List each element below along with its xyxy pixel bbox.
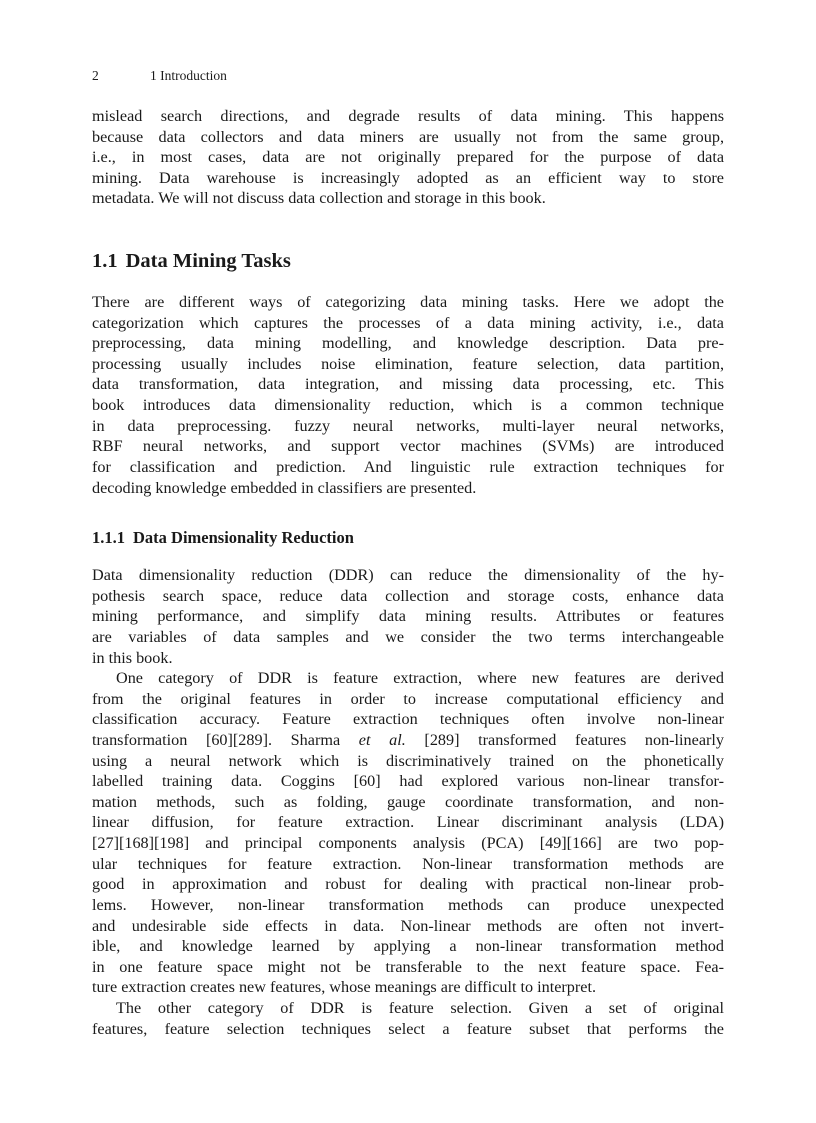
text-line: labelled training data. Coggins [60] had explored various non-linear transfor- [92, 772, 724, 790]
text-line: ture extraction creates new features, whose meanings are difficult to interpret. [92, 978, 597, 996]
text-line: book introduces data dimensionality reduction, which is a common technique [92, 396, 724, 414]
text-line: The other category of DDR is feature selection. Given a set of original [116, 999, 724, 1017]
text-line: for classification and prediction. And linguistic rule extraction techniques for [92, 458, 724, 476]
subsection-number: 1.1.1 [92, 528, 125, 547]
text-line: i.e., in most cases, data are not originally prepared for the purpose of data [92, 148, 724, 166]
text-line: processing usually includes noise elimination, feature selection, data partition, [92, 355, 724, 373]
text-line: There are different ways of categorizing data mining tasks. Here we adopt the [92, 293, 724, 311]
text-span: transformation [60][289]. Sharma [92, 731, 359, 749]
text-line: pothesis search space, reduce data collection and storage costs, enhance data [92, 587, 724, 605]
text-line: are variables of data samples and we consider the two terms interchangeable [92, 628, 724, 646]
text-line: One category of DDR is feature extraction, where new features are derived [116, 669, 724, 687]
text-line: from the original features in order to increase computational efficiency and [92, 690, 724, 708]
text-line: mation methods, such as folding, gauge coordinate transformation, and non- [92, 793, 724, 811]
text-line: metadata. We will not discuss data collection and storage in this book. [92, 189, 546, 207]
text-line: in one feature space might not be transferable to the next feature space. Fea- [92, 958, 724, 976]
text-line: good in approximation and robust for dealing with practical non-linear prob- [92, 875, 724, 893]
text-line: mining. Data warehouse is increasingly adopted as an efficient way to store [92, 169, 724, 187]
running-header [92, 68, 227, 84]
text-line: categorization which captures the processes of a data mining activity, i.e., data [92, 314, 724, 332]
chapter-title: 1 Introduction [150, 68, 227, 83]
text-line: lems. However, non-linear transformation methods can produce unexpected [92, 896, 724, 914]
text-line: preprocessing, data mining modelling, and knowledge description. Data pre- [92, 334, 724, 352]
text-line: RBF neural networks, and support vector machines (SVMs) are introduced [92, 437, 724, 455]
subsection-heading [92, 528, 354, 548]
text-line: mining performance, and simplify data mining results. Attributes or features [92, 607, 724, 625]
subsection-title: Data Dimensionality Reduction [133, 528, 354, 547]
text-line: ular techniques for feature extraction. Non-linear transformation methods are [92, 855, 724, 873]
page-number: 2 [92, 68, 99, 83]
text-line: mislead search directions, and degrade results of data mining. This happens [92, 107, 724, 125]
text-line: linear diffusion, for feature extraction. Linear discriminant analysis (LDA) [92, 813, 724, 831]
text-line: in data preprocessing. fuzzy neural networks, multi-layer neural networks, [92, 417, 724, 435]
text-line: in this book. [92, 649, 173, 667]
text-line: [27][168][198] and principal components analysis (PCA) [49][166] are two pop- [92, 834, 724, 852]
text-line: classification accuracy. Feature extraction techniques often involve non-linear [92, 710, 724, 728]
italic-text: et al. [358, 731, 406, 749]
text-line: data transformation, data integration, and missing data processing, etc. This [92, 375, 724, 393]
section-heading [92, 250, 291, 273]
text-line: Data dimensionality reduction (DDR) can reduce the dimensionality of the hy- [92, 566, 724, 584]
text-line: using a neural network which is discriminatively trained on the phonetically [92, 752, 724, 770]
text-line: decoding knowledge embedded in classifiers are presented. [92, 479, 477, 497]
text-line: ible, and knowledge learned by applying a non-linear transformation method [92, 937, 724, 955]
text-line: because data collectors and data miners are usually not from the same group, [92, 128, 724, 146]
text-line: and undesirable side effects in data. Non-linear methods are often not invert- [92, 917, 724, 935]
text-span: [289] transformed features non-linearly [405, 731, 725, 749]
text-line: features, feature selection techniques select a feature subset that performs the [92, 1020, 724, 1038]
section-title: Data Mining Tasks [125, 250, 291, 272]
section-number: 1.1 [92, 250, 118, 272]
text-line [92, 730, 724, 751]
